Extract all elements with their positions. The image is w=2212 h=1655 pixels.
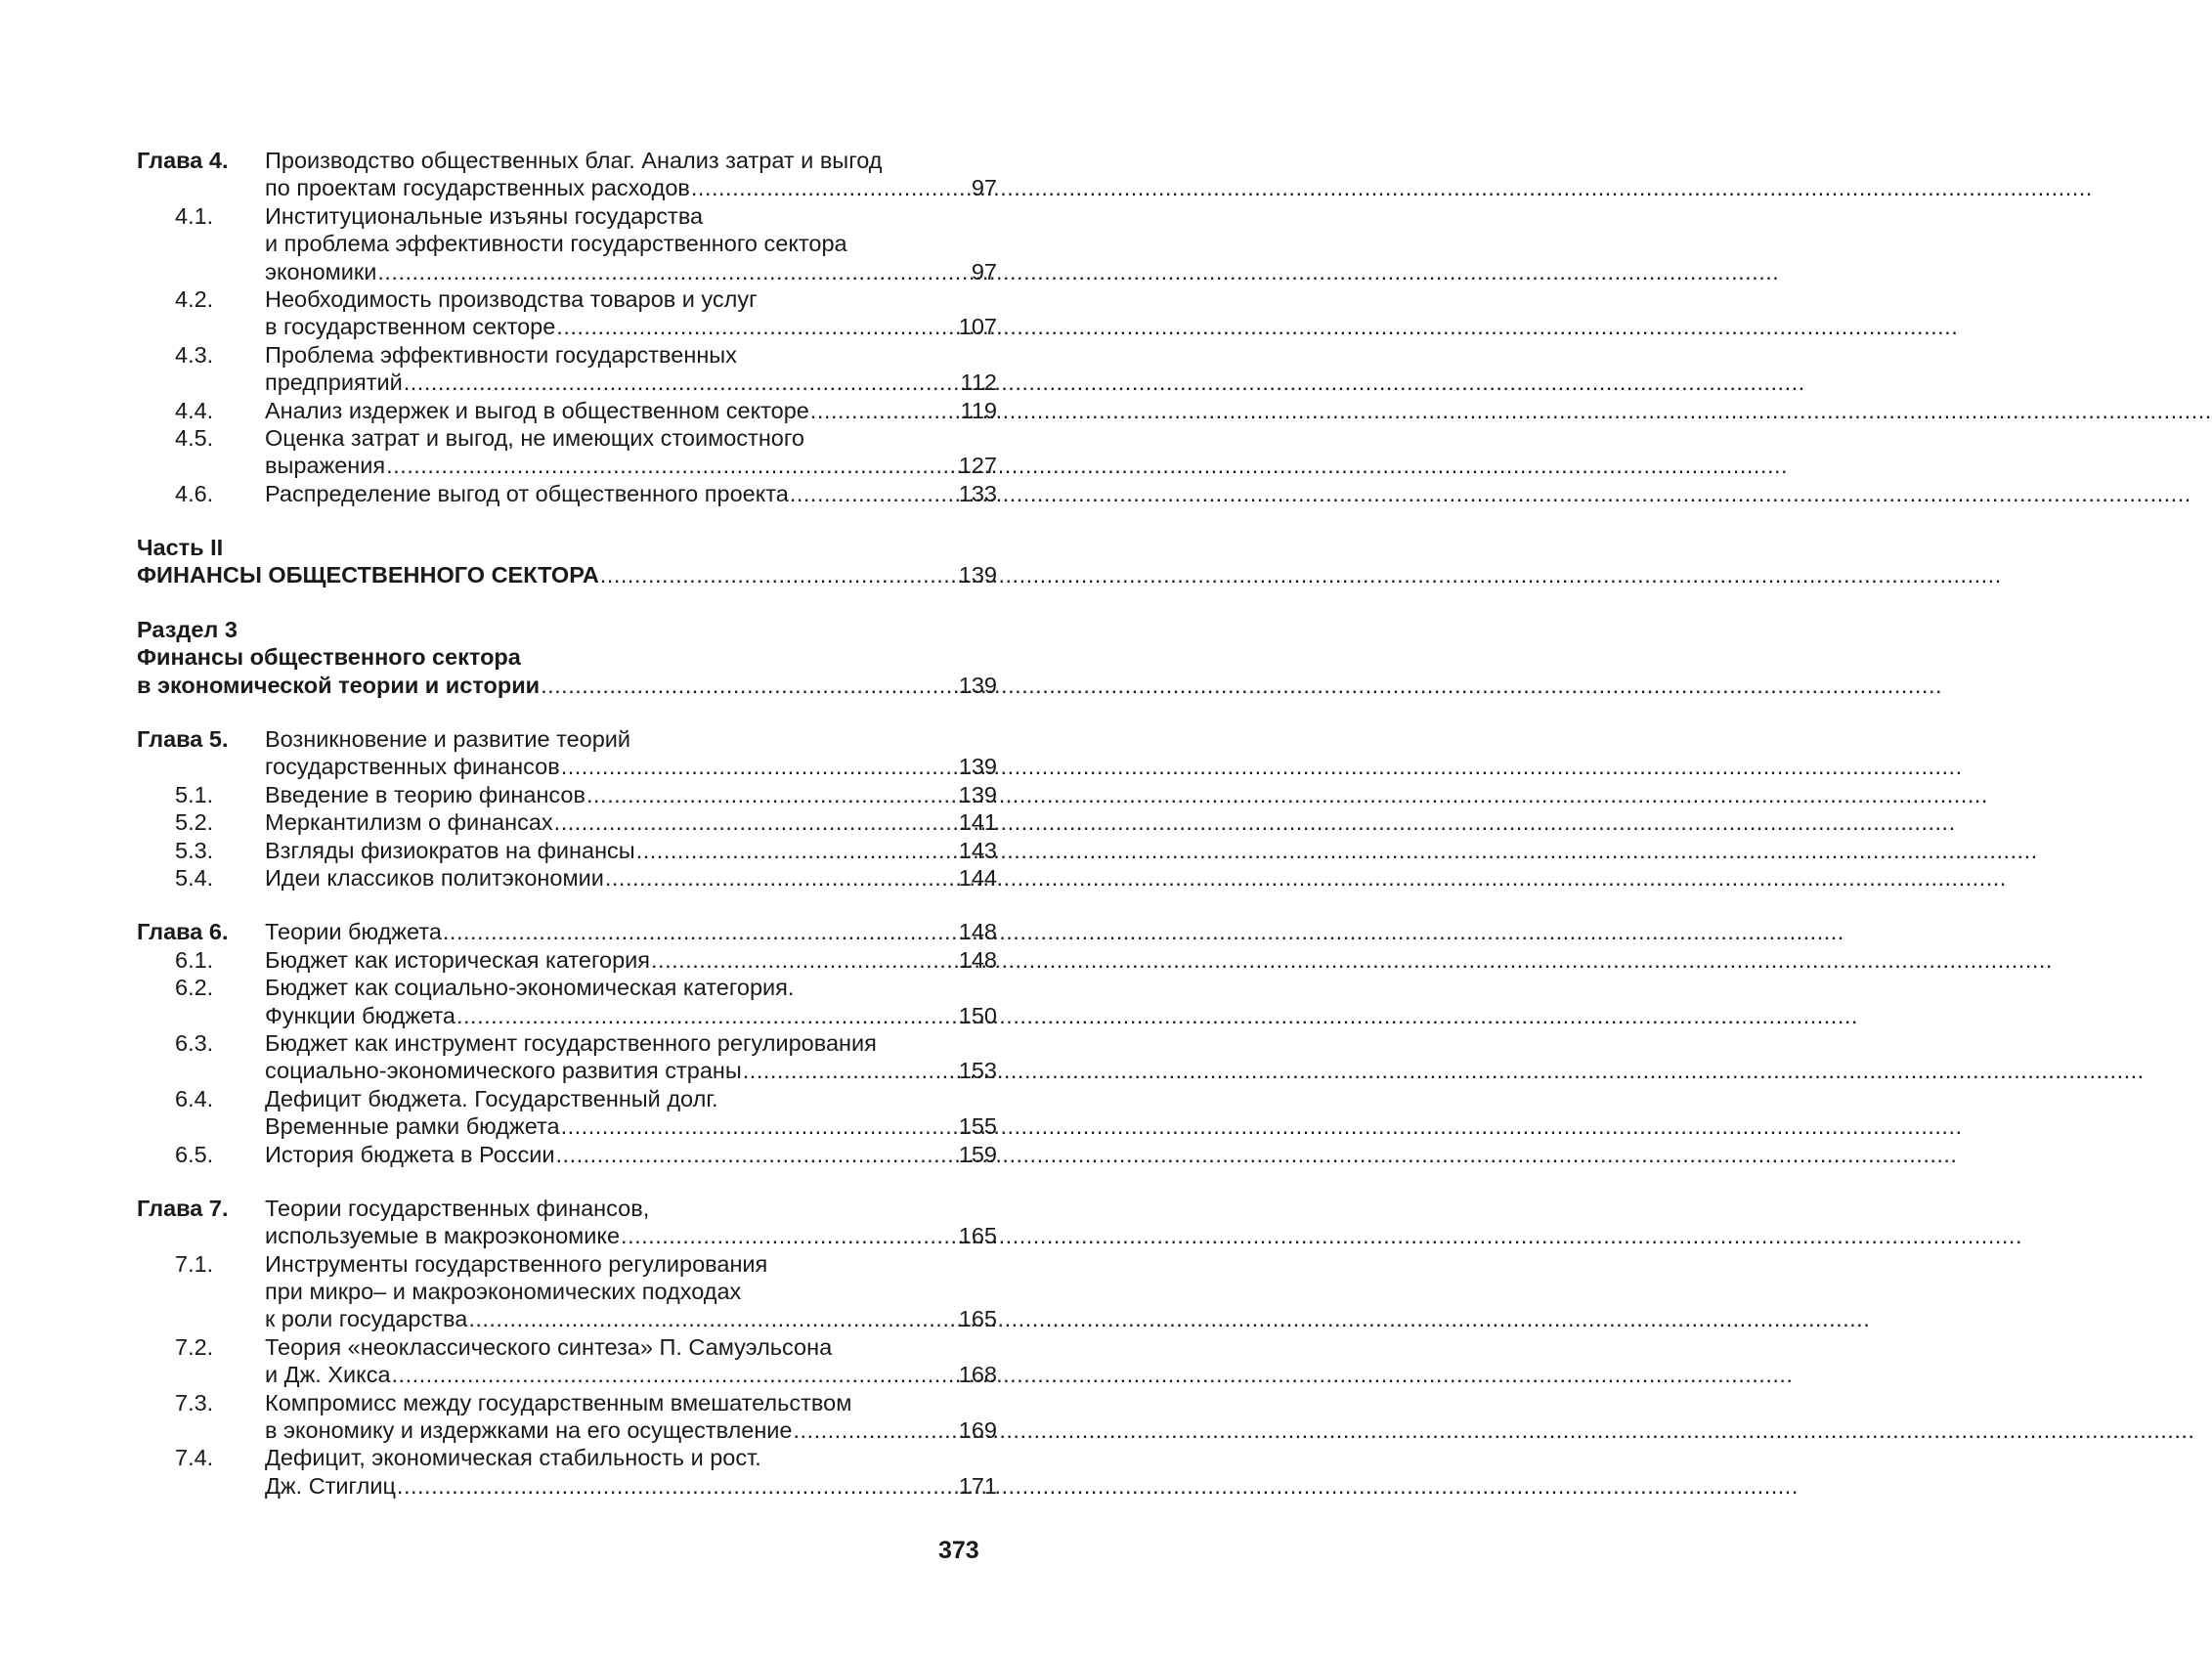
chapter-title-line: Возникновение и развитие теорий (265, 726, 631, 753)
chapter-label: Глава 6. (137, 919, 229, 945)
section-title-line: Дефицит, экономическая стабильность и рост. (265, 1445, 761, 1471)
page-ref: 148 (958, 946, 997, 973)
leader-dots (691, 174, 971, 201)
section-title-line: и Дж. Хикса (265, 1362, 391, 1388)
section-title-line: Инструменты государственного регулирования (265, 1250, 768, 1277)
chapter-title-line: Теории бюджета (265, 919, 442, 945)
leader-dots (636, 837, 958, 864)
section-number: 6.4. (175, 1085, 214, 1111)
section-title-line: Компромисс между государственным вмешательством (265, 1389, 852, 1415)
section-number: 7.1. (175, 1250, 214, 1277)
toc-section-3 (137, 616, 997, 699)
section-title-line: Дефицит бюджета. Государственный долг. (265, 1085, 718, 1111)
section-heading-line: в экономической теории и истории (137, 672, 541, 698)
section-number: 4.5. (175, 424, 214, 451)
section-title-line: Анализ издержек и выгод в общественном секторе (265, 397, 809, 423)
leader-dots (397, 1472, 958, 1500)
page-ref: 148 (958, 919, 997, 945)
page-ref: 144 (958, 864, 997, 891)
section-title-line: Институциональные изъяны государства (265, 202, 704, 229)
section-title-line: Введение в теорию финансов (265, 781, 586, 807)
chapter-title-line: по проектам государственных расходов (265, 175, 690, 201)
page-ref: 141 (958, 809, 997, 836)
page-ref: 139 (958, 562, 997, 588)
page-ref: 119 (960, 397, 997, 423)
part-title: ФИНАНСЫ ОБЩЕСТВЕННОГО СЕКТОРА (137, 562, 599, 588)
page-ref: 139 (958, 781, 997, 807)
section-title-line: Идеи классиков политэкономии (265, 864, 604, 891)
chapter-title-line: Теории государственных финансов, (265, 1195, 650, 1221)
toc-part-2 (137, 534, 997, 589)
leader-dots (404, 369, 960, 396)
leader-dots (443, 918, 958, 945)
section-number: 4.2. (175, 285, 214, 312)
leader-dots (386, 452, 958, 479)
page-ref: 107 (958, 314, 997, 340)
section-title-line: в государственном секторе (265, 314, 556, 340)
leader-dots (556, 1141, 958, 1168)
chapter-title-line: Производство общественных благ. Анализ затрат и выгод (265, 148, 883, 173)
page-ref: 143 (958, 837, 997, 863)
leader-dots (556, 313, 957, 340)
chapter-title-line: государственных финансов (265, 754, 560, 780)
section-number: 6.2. (175, 975, 214, 1001)
chapter-title-line: используемые в макроэкономике (265, 1223, 621, 1249)
section-title-line: социально-экономического развития страны (265, 1058, 742, 1084)
page-ref: 171 (958, 1472, 997, 1499)
section-title-line: к роли государства (265, 1306, 468, 1332)
leader-dots (794, 1416, 958, 1444)
leader-dots (377, 258, 971, 285)
table-of-contents (137, 147, 997, 1500)
page-number: 373 (938, 1537, 979, 1564)
leader-dots (810, 397, 960, 424)
section-title-line: Теория «неоклассического синтеза» П. Самуэльсона (265, 1333, 833, 1360)
section-title-line: Бюджет как историческая категория (265, 946, 651, 973)
section-number: 7.2. (175, 1333, 214, 1360)
page-ref: 127 (958, 453, 997, 479)
leader-dots (605, 864, 958, 892)
section-title-line: выражения (265, 453, 386, 479)
page-ref: 165 (958, 1306, 997, 1332)
toc-chapter-4 (137, 147, 997, 507)
leader-dots (561, 1112, 958, 1140)
page-ref: 133 (958, 480, 997, 506)
section-number: 4.4. (175, 397, 214, 423)
section-label: Раздел 3 (137, 616, 238, 642)
page-ref: 139 (958, 672, 997, 698)
section-title-line: Необходимость производства товаров и услуг (265, 285, 758, 312)
section-title-line: Проблема эффективности государственных (265, 341, 737, 368)
chapter-label: Глава 7. (137, 1195, 229, 1221)
page-ref: 97 (971, 258, 997, 284)
section-title-line: Бюджет как инструмент государственного регулирования (265, 1029, 877, 1056)
leader-dots (392, 1361, 958, 1388)
page-ref: 165 (958, 1223, 997, 1249)
page-ref: 169 (958, 1417, 997, 1444)
section-title-line: Распределение выгод от общественного проекта (265, 480, 789, 506)
leader-dots (790, 480, 958, 507)
section-title-line: История бюджета в России (265, 1141, 555, 1167)
section-heading-line: Финансы общественного сектора (137, 644, 521, 671)
page-ref: 159 (958, 1141, 997, 1167)
leader-dots (554, 808, 958, 836)
section-number: 5.3. (175, 837, 214, 863)
leader-dots (600, 561, 958, 588)
page-ref: 168 (958, 1362, 997, 1388)
toc-chapter-6 (137, 918, 997, 1168)
leader-dots (743, 1057, 958, 1084)
section-title-line: Бюджет как социально-экономическая категория. (265, 975, 795, 1001)
section-number: 7.3. (175, 1389, 214, 1415)
section-title-line: и проблема эффективности государственного сектора (265, 231, 847, 257)
section-number: 6.3. (175, 1029, 214, 1056)
section-title-line: Временные рамки бюджета (265, 1113, 560, 1140)
section-title-line: предприятий (265, 370, 403, 396)
section-number: 5.1. (175, 781, 214, 807)
section-title-line: при микро– и макроэкономических подходах (265, 1279, 742, 1305)
section-title-line: экономики (265, 258, 377, 284)
section-number: 6.1. (175, 946, 214, 973)
page-ref: 112 (960, 370, 997, 396)
section-number: 5.2. (175, 809, 214, 836)
page-ref: 97 (971, 175, 997, 201)
leader-dots (651, 946, 958, 974)
section-title-line: Функции бюджета (265, 1002, 455, 1028)
leader-dots (468, 1305, 957, 1332)
section-number: 5.4. (175, 864, 214, 891)
toc-chapter-5 (137, 725, 997, 892)
section-number: 4.3. (175, 341, 214, 368)
section-title-line: Оценка затрат и выгод, не имеющих стоимостного (265, 424, 804, 451)
leader-dots (621, 1222, 958, 1249)
leader-dots (586, 781, 958, 808)
section-title-line: Взгляды физиократов на финансы (265, 837, 635, 863)
section-number: 6.5. (175, 1141, 214, 1167)
section-title-line: Меркантилизм о финансах (265, 809, 553, 836)
page-ref: 153 (958, 1058, 997, 1084)
section-number: 4.1. (175, 202, 214, 229)
section-number: 7.4. (175, 1445, 214, 1471)
page-ref: 139 (958, 754, 997, 780)
page-ref: 155 (958, 1113, 997, 1140)
section-title-line: Дж. Стиглиц (265, 1472, 396, 1499)
page-ref: 150 (958, 1002, 997, 1028)
toc-chapter-7 (137, 1195, 997, 1500)
section-number: 4.6. (175, 480, 214, 506)
chapter-label: Глава 4. (137, 148, 229, 173)
chapter-label: Глава 5. (137, 726, 229, 753)
leader-dots (541, 672, 958, 699)
leader-dots (561, 753, 958, 780)
leader-dots (456, 1002, 958, 1029)
section-title-line: в экономику и издержками на его осуществление (265, 1417, 793, 1444)
part-label: Часть II (137, 535, 224, 561)
